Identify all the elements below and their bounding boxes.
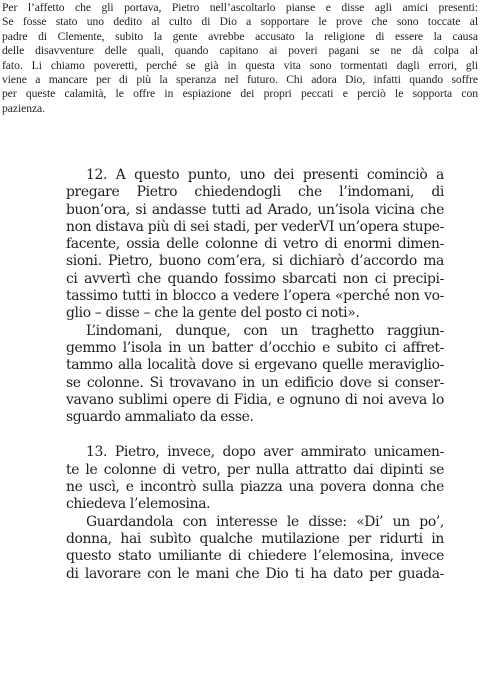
paragraph bbox=[66, 323, 444, 427]
paragraph bbox=[66, 514, 444, 583]
intro-line: delle disavventure delle quali, quando capitano ai poveri pagani se ne dà colpa al bbox=[2, 44, 478, 58]
intro-line: fato. Li chiamo poveretti, perché se già in questa vita sono tormentati dagli errori, gli bbox=[2, 58, 478, 72]
text-line: glio – disse – che la gente del posto ci noti». bbox=[66, 305, 360, 322]
text-line: di lavorare con le mani che Dio ti ha dato per guada- bbox=[66, 565, 444, 582]
text-line: buon’ora, si andasse tutti ad Arado, un’isola vicina che bbox=[66, 201, 444, 218]
intro-line: per queste calamità, le offre in espiazione dei propri peccati e perciò le sopporta con bbox=[2, 87, 478, 101]
paragraph bbox=[66, 167, 444, 323]
text-line: sguardo ammaliato da esse. bbox=[66, 409, 254, 426]
text-line: chiedeva l’elemosina. bbox=[66, 496, 211, 513]
text-line: Guardandola con interesse le disse: «Di’ un po’, bbox=[86, 513, 444, 530]
intro-text bbox=[2, 1, 478, 116]
text-line: te le colonne di vetro, per nulla attratto dai dipinti se bbox=[66, 461, 444, 478]
text-line: 13. Pietro, invece, dopo aver ammirato unicamen- bbox=[86, 444, 444, 461]
text-line: L’indomani, dunque, con un traghetto raggiun- bbox=[86, 322, 444, 339]
section-12 bbox=[66, 167, 444, 426]
section-13 bbox=[66, 444, 444, 582]
intro-line: padre di Clemente, subito la gente avrebbe accusato la religione di essere la causa bbox=[2, 29, 478, 43]
paragraph bbox=[66, 444, 444, 513]
text-line: questo stato umiliante di chiedere l’elemosina, invece bbox=[66, 548, 444, 565]
intro-line: viene a mancare per di più la speranza nel futuro. Chi adora Dio, infatti quando soffre bbox=[2, 73, 478, 87]
text-line: sioni. Pietro, buono com’era, si dichiarò d’accordo ma bbox=[66, 253, 444, 270]
text-line: donna, hai subìto qualche mutilazione per ridurti in bbox=[66, 530, 444, 547]
text-line: gemmo l’isola in un batter d’occhio e subito ci affret- bbox=[66, 339, 444, 356]
text-line: non distava più di sei stadi, per vederVI un’opera stupe- bbox=[66, 218, 444, 235]
text-line: ci avvertì che quando fossimo sbarcati non ci precipi- bbox=[66, 270, 444, 287]
text-line: pregare Pietro chiedendogli che l’indomani, di bbox=[66, 184, 444, 201]
text-line: tassimo tutti in blocco a vedere l’opera «perché non vo- bbox=[66, 288, 444, 305]
text-line: 12. A questo punto, uno dei presenti cominciò a bbox=[86, 167, 444, 183]
intro-line: Per l’affetto che gli portava, Pietro nell’ascoltarlo pianse e disse agli amici presenti: bbox=[2, 1, 478, 14]
section-gap bbox=[66, 426, 444, 444]
text-line: se colonne. Si trovavano in un edificio dove si conser- bbox=[66, 374, 444, 391]
text-line: facente, ossia delle colonne di vetro di enormi dimen- bbox=[66, 236, 444, 253]
text-line: vavano sublimi opere di Fidia, e ognuno di noi aveva lo bbox=[66, 391, 444, 408]
text-line: tammo alla località dove si ergevano quelle meraviglio- bbox=[66, 357, 444, 374]
intro-paragraph bbox=[2, 1, 478, 116]
text-line: ne uscì, e incontrò sulla piazza una povera donna che bbox=[66, 479, 444, 496]
intro-line: Se fosse stato uno dedito al culto di Dio a sopportare le prove che sono toccate al bbox=[2, 15, 478, 29]
intro-line: pazienza. bbox=[2, 101, 45, 115]
main-text bbox=[66, 167, 444, 583]
